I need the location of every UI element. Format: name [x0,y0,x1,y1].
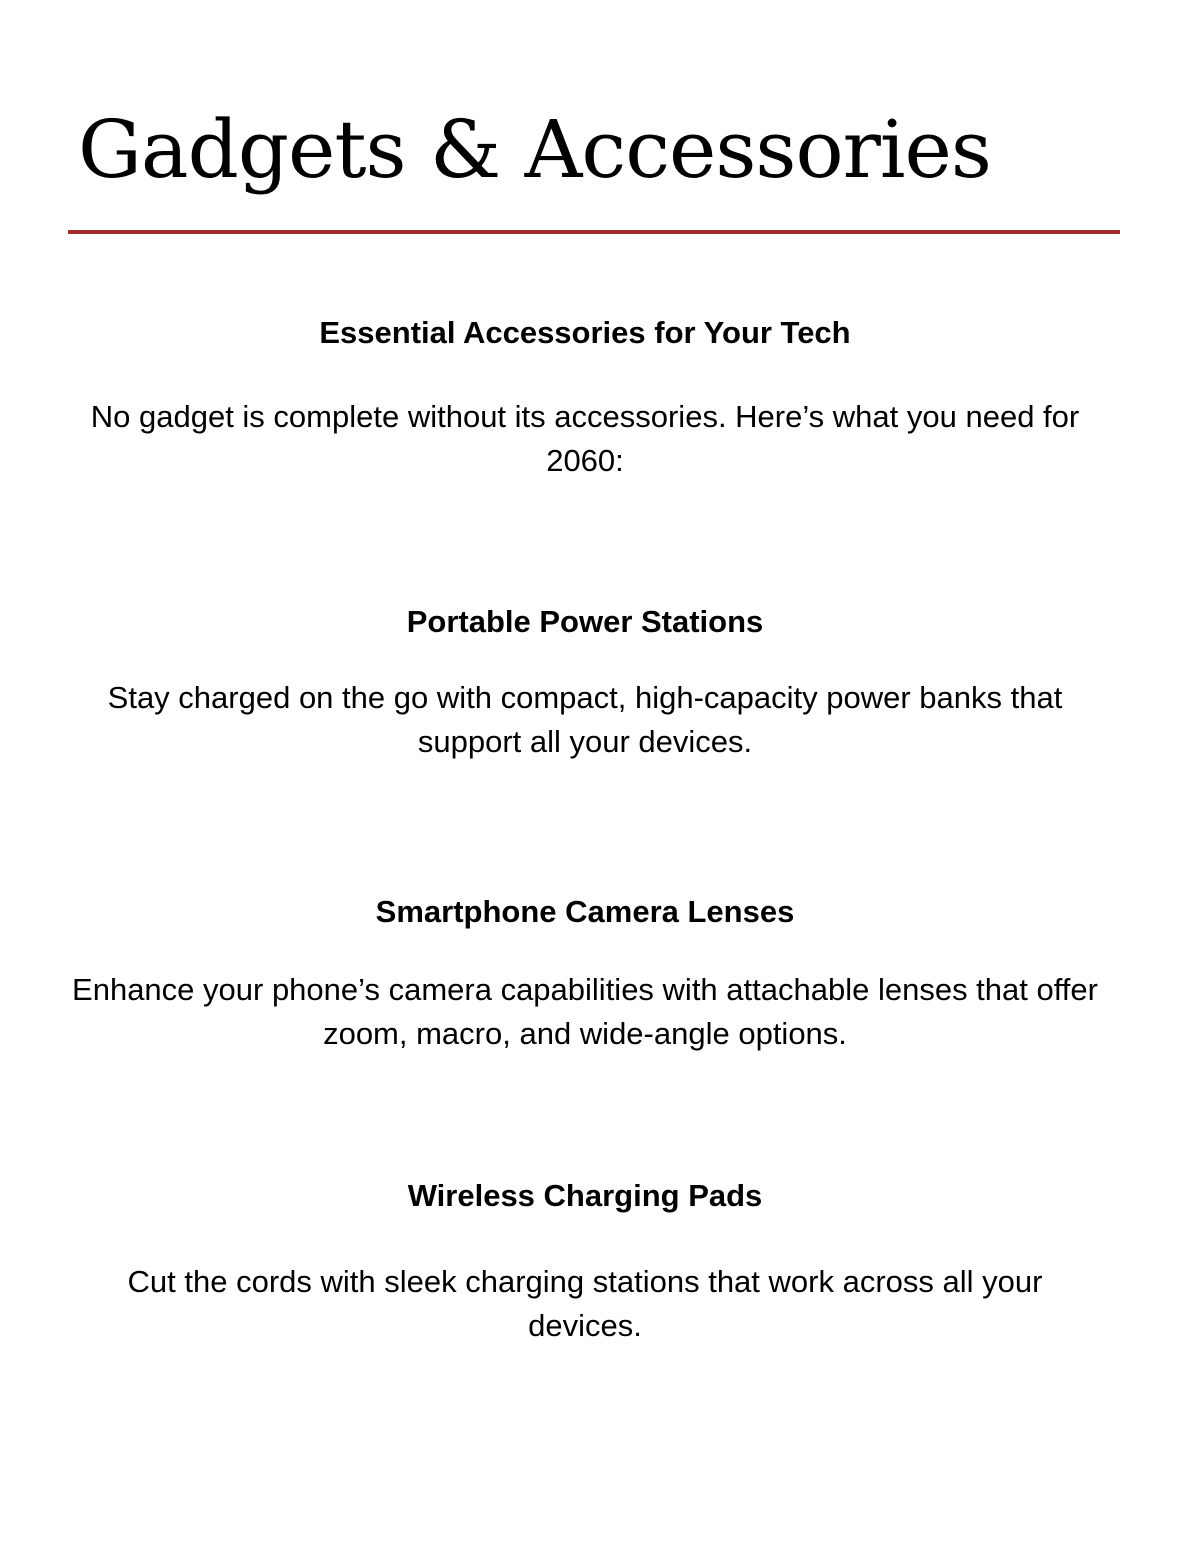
intro-text: No gadget is complete without its accessories. Here’s what you need for 2060: [90,399,1080,478]
section-heading-wireless-charging-pads: Wireless Charging Pads [407,1178,763,1213]
section-heading-portable-power-stations: Portable Power Stations [406,604,764,639]
section-heading-smartphone-camera-lenses: Smartphone Camera Lenses [375,894,795,929]
section-text-portable-power-stations: Stay charged on the go with compact, high-capacity power banks that support all your devices. [107,680,1063,759]
intro-heading: Essential Accessories for Your Tech [319,315,851,350]
section-text-wireless-charging-pads: Cut the cords with sleek charging stations that work across all your devices. [127,1264,1043,1343]
section-text-smartphone-camera-lenses: Enhance your phone’s camera capabilities with attachable lenses that offer zoom, macro, and wide-angle options. [72,972,1098,1051]
title-divider [68,230,1120,234]
page-title: Gadgets & Accessories [78,103,991,196]
